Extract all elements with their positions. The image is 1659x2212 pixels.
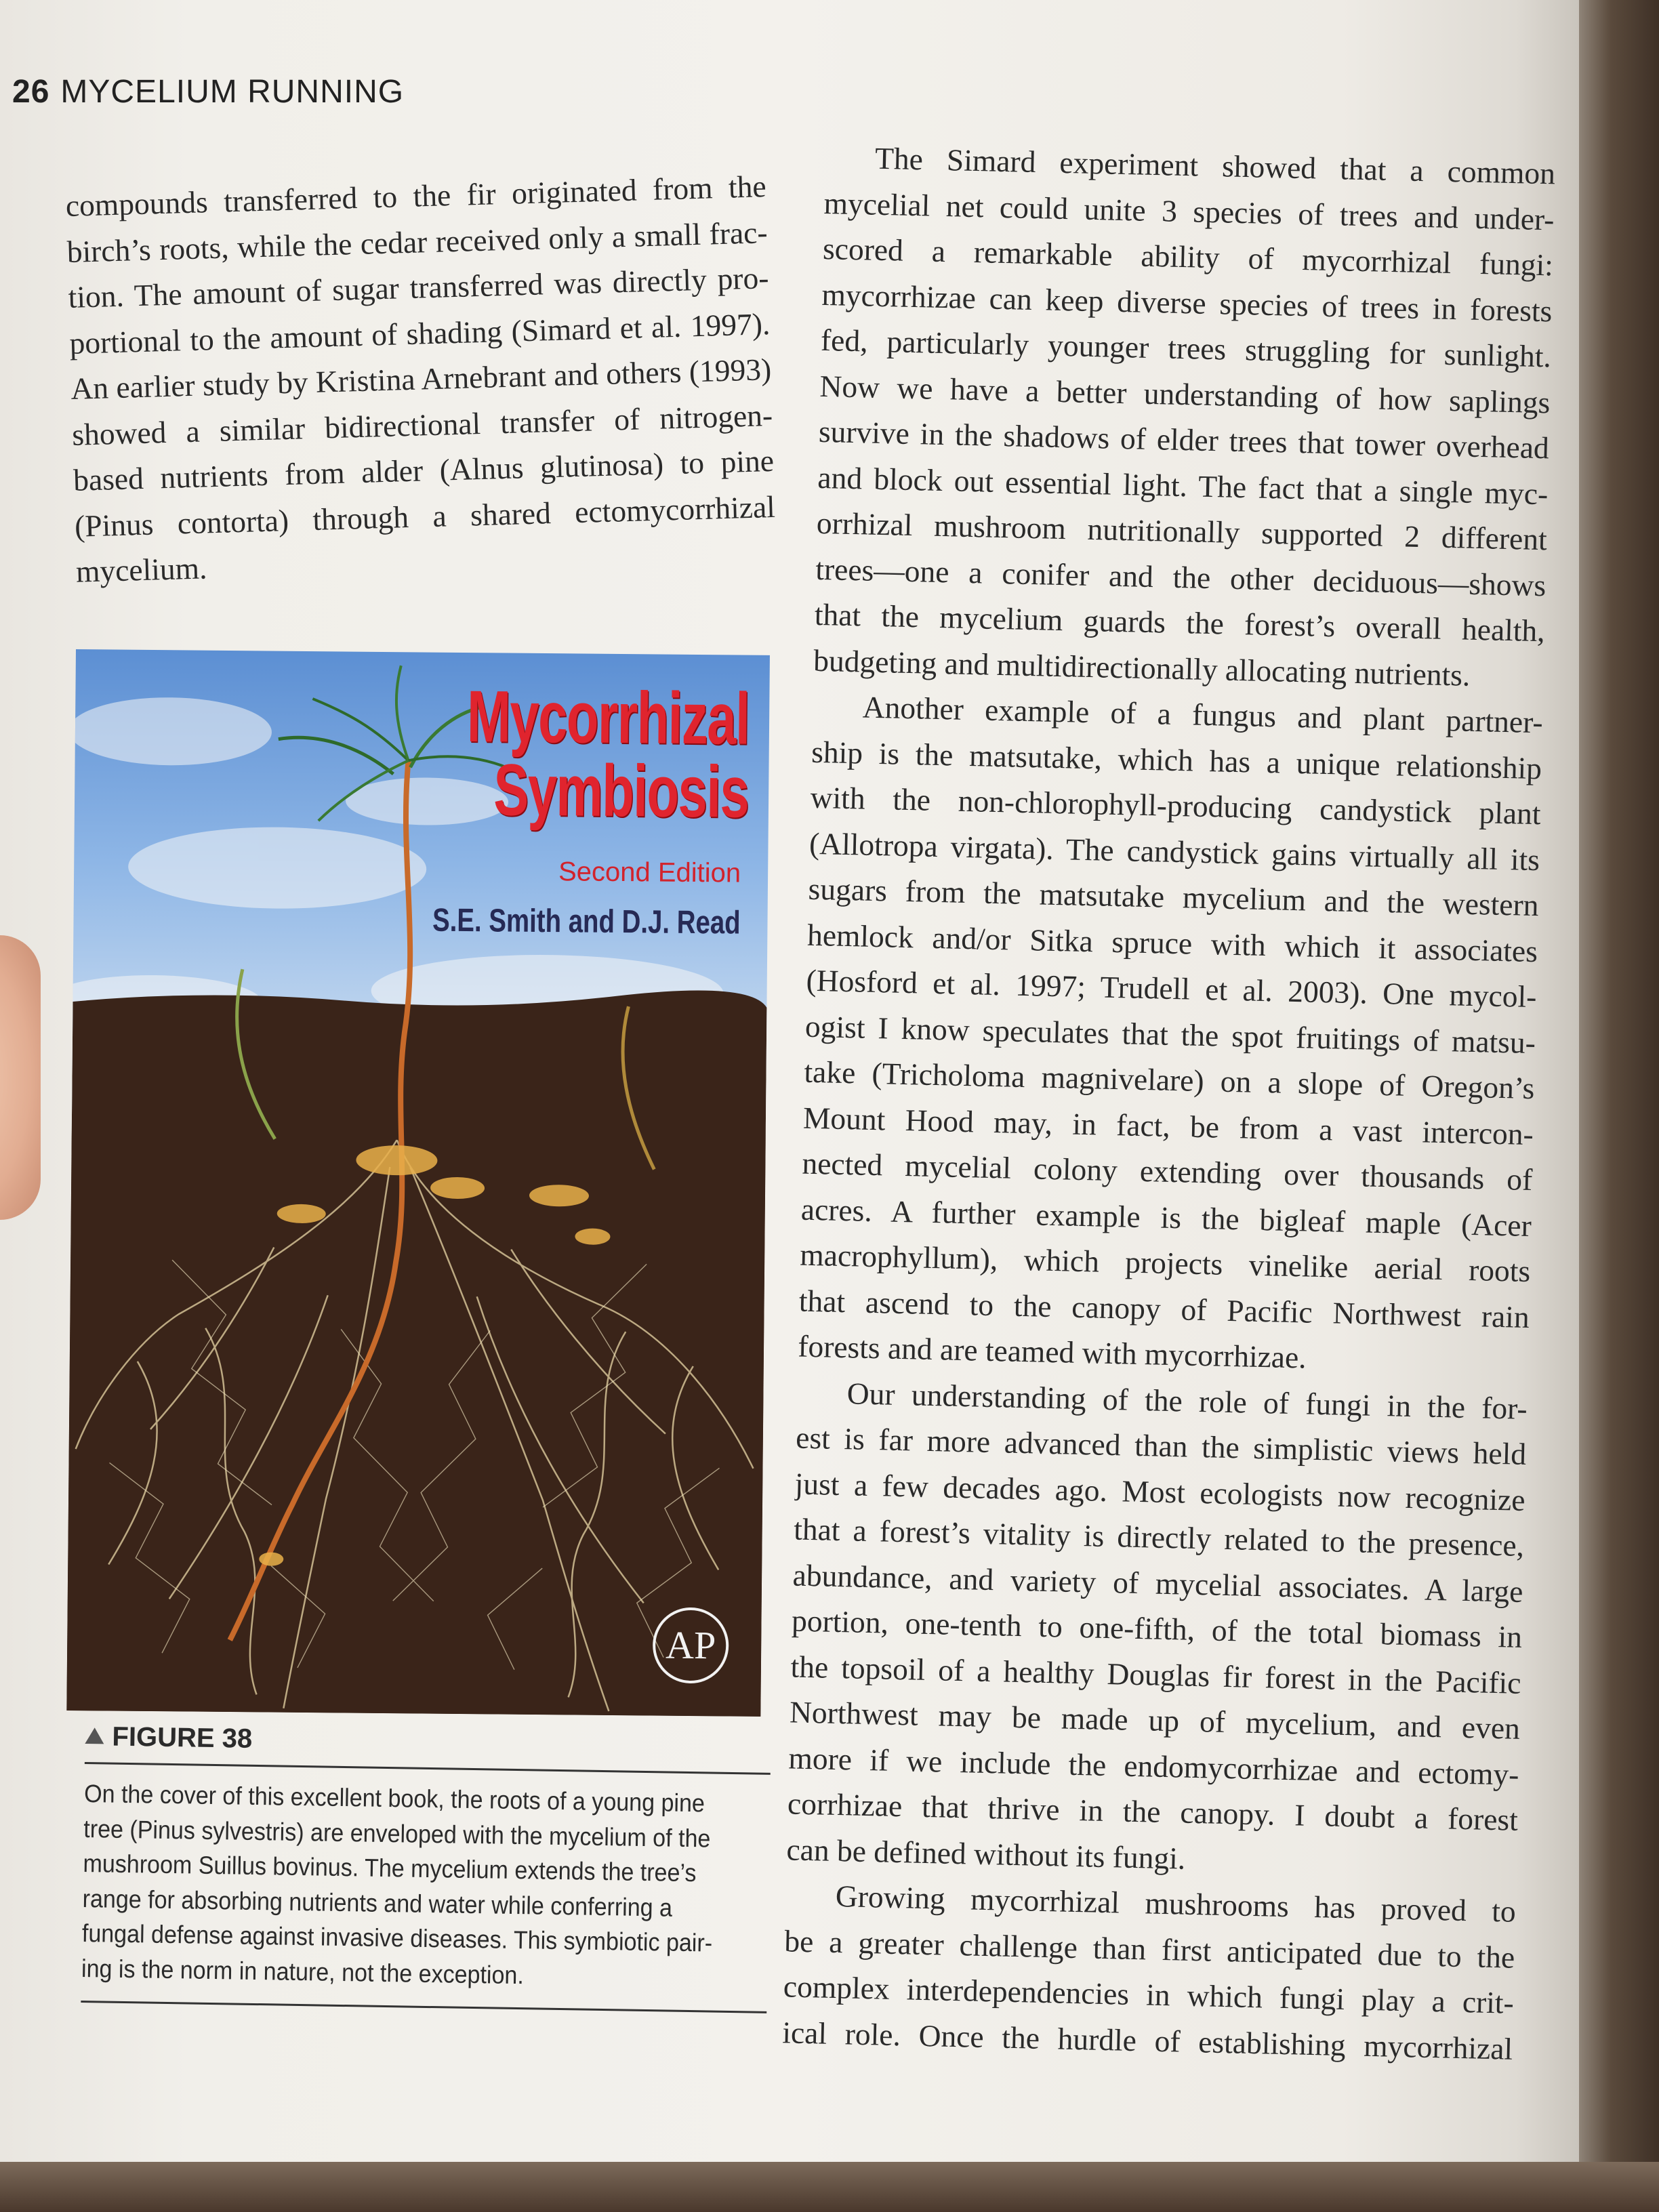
text-line: trees—one a conifer and the other deciduous—shows bbox=[815, 551, 1547, 602]
caption-rule-bottom bbox=[81, 2001, 766, 2013]
text-line: macrophyllum), which projects vinelike aerial roots bbox=[799, 1237, 1531, 1289]
text-line: (Hosford et al. 1997; Trudell et al. 2003). One mycol- bbox=[806, 962, 1537, 1015]
text-line: tion. The amount of sugar transferred was directly pro- bbox=[67, 260, 770, 314]
text-line: The Simard experiment showed that a common bbox=[874, 140, 1556, 191]
caption-line: range for absorbing nutrients and water while conferring a bbox=[82, 1884, 673, 1922]
table-surface bbox=[0, 2162, 1659, 2212]
running-header bbox=[12, 73, 404, 121]
text-line: Another example of a fungus and plant partner- bbox=[862, 689, 1544, 740]
text-line: compounds transferred to the fir originated from the bbox=[65, 169, 767, 223]
page-number: 26 bbox=[12, 74, 50, 110]
publisher-logo: AP bbox=[653, 1607, 729, 1683]
book-cover-photo bbox=[66, 649, 770, 1717]
text-line: An earlier study by Kristina Arnebrant and others (1993) bbox=[70, 352, 772, 406]
text-line: nected mycelial colony extending over thousands of bbox=[801, 1145, 1533, 1197]
text-line: ogist I know speculates that the spot fruitings of matsu- bbox=[804, 1008, 1536, 1060]
text-line: survive in the shadows of elder trees that tower overhead bbox=[818, 413, 1550, 466]
caption-line: ing is the norm in nature, not the exception. bbox=[81, 1954, 525, 1989]
text-line: portion, one-tenth to one-fifth, of the total biomass in bbox=[791, 1603, 1523, 1654]
text-line: acres. A further example is the bigleaf maple (Acer bbox=[800, 1191, 1532, 1243]
text-line: orrhizal mushroom nutritionally supported 2 different bbox=[816, 505, 1548, 557]
book-cover-title bbox=[466, 675, 750, 833]
text-line: Our understanding of the role of fungi in the for- bbox=[846, 1375, 1528, 1426]
page-edge-shadow bbox=[1579, 0, 1659, 2212]
thumb-holding-page bbox=[0, 935, 41, 1220]
text-line: showed a similar bidirectional transfer of nitrogen- bbox=[71, 397, 773, 452]
text-line: corrhizae that thrive in the canopy. I doubt a forest bbox=[787, 1786, 1519, 1837]
text-line: budgeting and multidirectionally allocating nutrients. bbox=[813, 642, 1471, 693]
left-column-text bbox=[65, 163, 777, 594]
text-line: more if we include the endomycorrhizae and ectomy- bbox=[788, 1740, 1519, 1792]
figure-caption bbox=[81, 1715, 771, 2013]
caption-line: fungal defense against invasive diseases. This symbiotic pair- bbox=[81, 1919, 713, 1957]
text-line: that a forest’s vitality is directly related to the presence, bbox=[793, 1511, 1525, 1563]
text-line: mycelium. bbox=[75, 550, 207, 589]
text-line: Northwest may be made up of mycelium, and even bbox=[789, 1694, 1521, 1746]
text-line: that the mycelium guards the forest’s overall health, bbox=[814, 596, 1546, 649]
text-line: (Pinus contorta) through a shared ectomycorrhizal bbox=[74, 489, 776, 544]
triangle-icon bbox=[85, 1727, 104, 1744]
book-authors: S.E. Smith and D.J. Read bbox=[432, 902, 741, 941]
text-line: mycorrhizae can keep diverse species of trees in forests bbox=[821, 276, 1553, 328]
text-line: based nutrients from alder (Alnus glutinosa) to pine bbox=[73, 443, 775, 497]
text-line: can be defined without its fungi. bbox=[785, 1831, 1186, 1876]
text-line: abundance, and variety of mycelial associates. A large bbox=[792, 1557, 1524, 1609]
text-line: fed, particularly younger trees struggling for sunlight. bbox=[820, 322, 1552, 374]
text-line: sugars from the matsutake mycelium and the western bbox=[808, 871, 1540, 923]
text-line: Now we have a better understanding of how saplings bbox=[819, 368, 1551, 419]
text-line: est is far more advanced than the simplistic views held bbox=[795, 1420, 1527, 1471]
book-title-line-2: Symbiosis bbox=[493, 748, 749, 833]
text-line: Mount Hood may, in fact, be from a vast intercon- bbox=[802, 1100, 1534, 1151]
text-line: forests and are teamed with mycorrhizae. bbox=[797, 1328, 1307, 1375]
text-line: be a greater challenge than first anticipated due to the bbox=[783, 1923, 1515, 1975]
text-line: scored a remarkable ability of mycorrhizal fungi: bbox=[822, 230, 1554, 283]
book-edition: Second Edition bbox=[558, 857, 741, 888]
text-line: Growing mycorrhizal mushrooms has proved to bbox=[835, 1879, 1517, 1929]
book-title-line-1: Mycorrhizal bbox=[466, 675, 750, 760]
text-line: ical role. Once the hurdle of establishing mycorrhizal bbox=[781, 2014, 1513, 2066]
text-line: portional to the amount of shading (Simard et al. 1997). bbox=[68, 306, 771, 361]
text-line: complex interdependencies in which fungi play a crit- bbox=[783, 1969, 1515, 2020]
caption-line: On the cover of this excellent book, the roots of a young pine bbox=[83, 1779, 705, 1818]
text-line: with the non-chlorophyll-producing candystick plant bbox=[810, 779, 1542, 832]
figure-label bbox=[85, 1715, 771, 1769]
right-column-text bbox=[782, 134, 1556, 2072]
caption-line: mushroom Suillus bovinus. The mycelium extends the tree’s bbox=[83, 1849, 697, 1887]
text-line: birch’s roots, while the cedar received only a small frac- bbox=[66, 214, 769, 269]
figure-label-text: FIGURE 38 bbox=[112, 1721, 253, 1754]
text-line: the topsoil of a healthy Douglas fir forest in the Pacific bbox=[790, 1648, 1522, 1700]
text-line: take (Tricholoma magnivelare) on a slope of Oregon’s bbox=[804, 1054, 1535, 1106]
caption-line: tree (Pinus sylvestris) are enveloped with the mycelium of the bbox=[83, 1814, 711, 1853]
text-line: mycelial net could unite 3 species of trees and under- bbox=[823, 185, 1555, 237]
text-line: and block out essential light. The fact that a single myc- bbox=[817, 459, 1549, 511]
running-title: MYCELIUM RUNNING bbox=[60, 74, 405, 110]
text-line: (Allotropa virgata). The candystick gains virtually all its bbox=[808, 825, 1540, 877]
text-line: just a few decades ago. Most ecologists now recognize bbox=[794, 1465, 1526, 1517]
text-line: that ascend to the canopy of Pacific Northwest rain bbox=[798, 1283, 1530, 1334]
text-line: ship is the matsutake, which has a unique relationship bbox=[811, 734, 1542, 785]
text-line: hemlock and/or Sitka spruce with which it associates bbox=[806, 917, 1538, 968]
